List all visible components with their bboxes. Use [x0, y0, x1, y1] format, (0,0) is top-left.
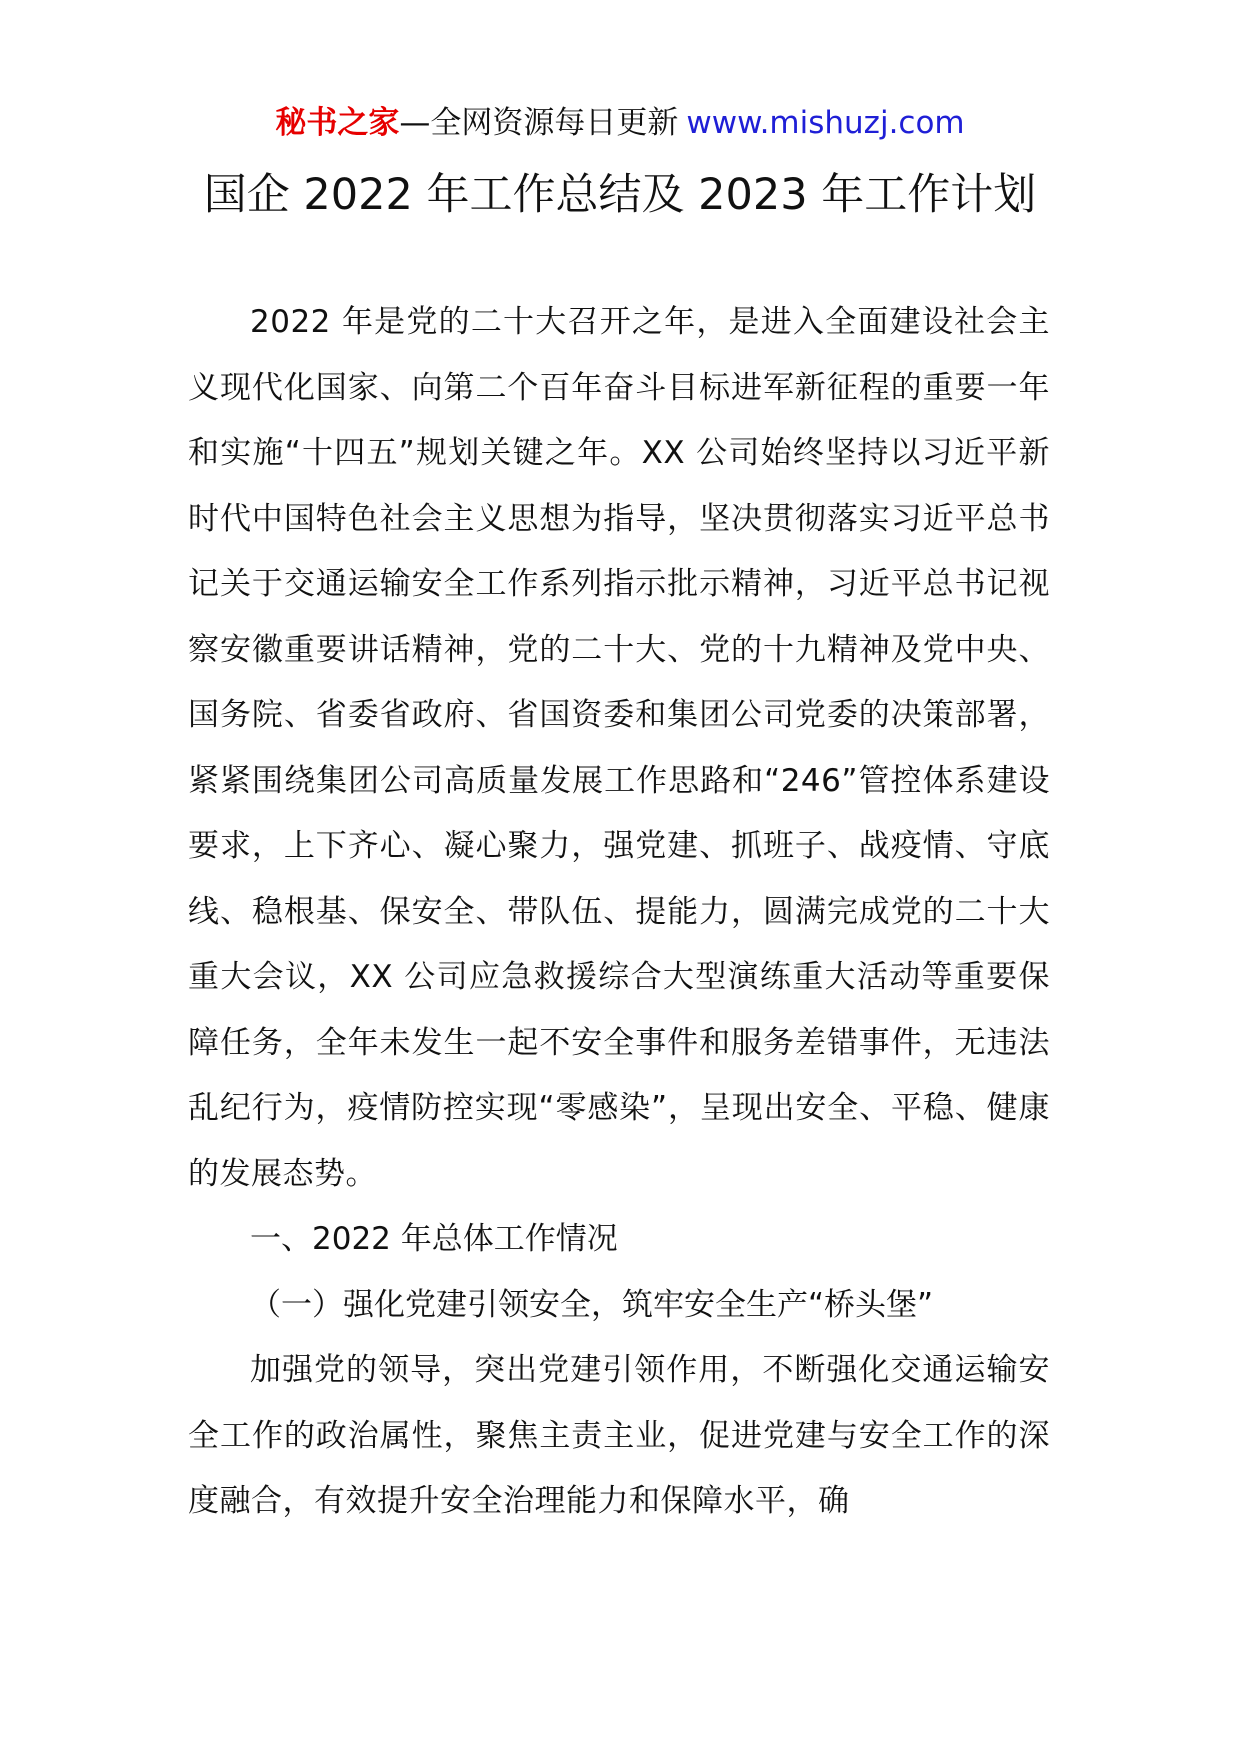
- body-paragraph: 加强党的领导，突出党建引领作用，不断强化交通运输安全工作的政治属性，聚焦主责主业，促进党建与安全工作的深度融合，有效提升安全治理能力和保障水平，确: [188, 1352, 1050, 1519]
- document-body: [188, 290, 1050, 1535]
- section-heading: 一、2022 年总体工作情况: [250, 1221, 618, 1257]
- header-slogan: —全网资源每日更新: [399, 105, 679, 141]
- document-title: 国企 2022 年工作总结及 2023 年工作计划: [203, 170, 1037, 220]
- site-url-link[interactable]: www.mishuzj.com: [686, 105, 965, 141]
- site-header: [0, 100, 1240, 146]
- brand-name: 秘书之家: [275, 105, 400, 141]
- subsection-heading: （一）强化党建引领安全，筑牢安全生产“桥头堡”: [250, 1286, 934, 1323]
- intro-paragraph: 2022 年是党的二十大召开之年，是进入全面建设社会主义现代化国家、向第二个百年奋斗目标进军新征程的重要一年和实施“十四五”规划关键之年。XX 公司始终坚持以习近平新时代中国特色社会主义思想为指导，坚决贯彻落实习近平总书记关于交通运输安全工作系列指示批示精神，习近平总书记视察安徽重要讲话精神，党的二十大、党的十九精神及党中央、国务院、省委省政府、省国资委和集团公司党委的决策部署，紧紧围绕集团公司高质量发展工作思路和“246”管控体系建设要求，上下齐心、凝心聚力，强党建、抓班子、战疫情、守底线、稳根基、保安全、带队伍、提能力，圆满完成党的二十大重大会议，XX 公司应急救援综合大型演练重大活动等重要保障任务，全年未发生一起不安全事件和服务差错事件，无违法乱纪行为，疫情防控实现“零感染”，呈现出安全、平稳、健康的发展态势。: [188, 304, 1050, 1192]
